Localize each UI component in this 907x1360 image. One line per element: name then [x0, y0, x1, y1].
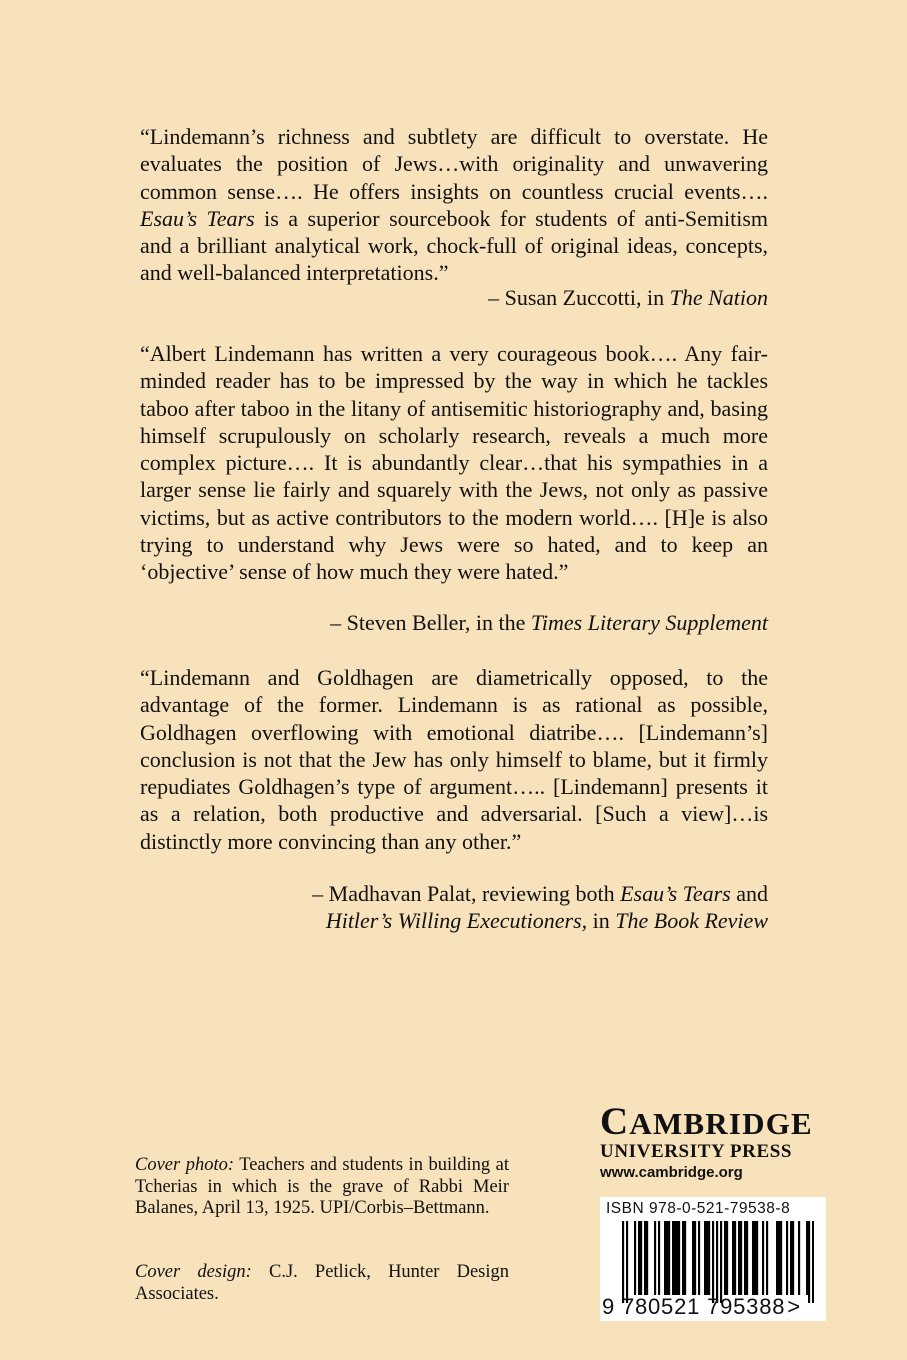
- barcode-bar: [644, 1221, 646, 1295]
- cover-photo-label: Cover photo:: [135, 1155, 235, 1175]
- publisher-name-rest: AMBRIDGE: [629, 1106, 813, 1141]
- review-1-publication: The Nation: [669, 285, 768, 310]
- barcode-bars: [622, 1221, 814, 1303]
- barcode-bar: [754, 1221, 756, 1295]
- barcode-bar: [726, 1221, 728, 1295]
- barcode-bar: [682, 1221, 684, 1295]
- barcode-bar: [724, 1221, 726, 1295]
- barcode-bar: [676, 1221, 678, 1295]
- review-1-quote-post: is a superior sourcebook for students of anti-Semitism and a brilliant analytical work, chock-full of original ideas, concepts, and well-balanced interpretations.”: [140, 205, 768, 286]
- barcode-bar: [746, 1221, 748, 1295]
- review-3-in: in: [587, 908, 616, 933]
- isbn-digits-text: 9 780521 795388: [602, 1294, 786, 1319]
- barcode-bar: [674, 1221, 676, 1295]
- barcode-bar: [646, 1221, 648, 1295]
- barcode-bar: [780, 1221, 782, 1295]
- barcode-bar: [756, 1221, 758, 1295]
- review-1-attribution: [140, 284, 768, 311]
- barcode-bar: [806, 1221, 808, 1295]
- barcode-bar: [678, 1221, 680, 1295]
- barcode-bar: [762, 1221, 764, 1295]
- review-2-reviewer: – Steven Beller, in the: [330, 610, 531, 635]
- barcode-bar: [708, 1221, 710, 1295]
- barcode-bar: [744, 1221, 746, 1295]
- barcode-bar: [732, 1221, 734, 1295]
- barcode-bar: [712, 1221, 714, 1303]
- barcode-bar: [694, 1221, 696, 1295]
- barcode-bar: [668, 1221, 670, 1295]
- cover-design-label: Cover design:: [135, 1262, 252, 1282]
- barcode-bar: [684, 1221, 686, 1295]
- isbn-label: ISBN 978-0-521-79538-8: [606, 1200, 791, 1217]
- review-3-book-title: Esau’s Tears: [620, 881, 731, 906]
- barcode-bar: [808, 1221, 810, 1303]
- barcode-bar: [640, 1221, 642, 1295]
- isbn-digits: [602, 1294, 801, 1320]
- barcode-bar: [634, 1221, 636, 1295]
- barcode-bar: [698, 1221, 700, 1295]
- review-3-attribution-line-2: [140, 907, 768, 934]
- publisher-subtitle: UNIVERSITY PRESS: [600, 1141, 793, 1162]
- review-2-attribution: [140, 609, 768, 636]
- barcode-bar: [716, 1221, 718, 1303]
- barcode-bar: [786, 1221, 788, 1295]
- cover-design-credit: [135, 1262, 509, 1305]
- barcode-bar: [706, 1221, 708, 1295]
- review-2-publication: Times Literary Supplement: [530, 610, 768, 635]
- barcode-bar: [692, 1221, 694, 1295]
- barcode-bar: [734, 1221, 736, 1295]
- cover-design-text: C.J. Petlick, Hunter Design Associates.: [135, 1262, 509, 1304]
- review-1-book-title: Esau’s Tears: [140, 205, 255, 231]
- review-1-quote-pre: “Lindemann’s richness and subtlety are difficult to overstate. He evaluates the position of Jews…with originality and unwavering common sense…. He offers insights on countless crucial events….: [140, 124, 768, 204]
- barcode-bar: [776, 1221, 778, 1295]
- review-1-quote: [140, 123, 768, 287]
- barcode-bar: [704, 1221, 706, 1295]
- review-3-attribution-line-1: [140, 880, 768, 907]
- barcode-bar: [790, 1221, 792, 1295]
- barcode-bar: [654, 1221, 656, 1295]
- publisher-url: www.cambridge.org: [600, 1164, 743, 1181]
- isbn-barcode: [600, 1197, 826, 1321]
- cover-photo-text: Teachers and students in building at Tcherias in which is the grave of Rabbi Meir Balanes, April 13, 1925. UPI/Corbis–Bettmann.: [135, 1155, 509, 1218]
- barcode-bar: [622, 1221, 624, 1303]
- cover-photo-credit: [135, 1155, 509, 1220]
- review-2-quote: “Albert Lindemann has written a very courageous book…. Any fair-minded reader has to be impressed by the way in which he tackles taboo after taboo in the litany of antisemitic historiography and, basing himself scrupulously on scholarly research, reveals a much more complex picture…. It is abundantly clear…that his sympathies in a larger sense lie fairly and squarely with the Jews, not only as passive victims, but as active contributors to the modern world…. [H]e is also trying to understand why Jews were so hated, and to keep an ‘objective’ sense of how much they were hated.”: [140, 341, 768, 585]
- barcode-bar: [626, 1221, 628, 1303]
- barcode-bar: [638, 1221, 640, 1295]
- barcode-bar: [752, 1221, 754, 1295]
- review-3-quote: “Lindemann and Goldhagen are diametrically opposed, to the advantage of the former. Lindemann is as rational as possible, Goldhagen overflowing with emotional diatribe…. [Lindemann’s] conclusion is not that the Jew has only himself to blame, but it firmly repudiates Goldhagen’s type of argument….. [Lindemann] presents it as a relation, both productive and adversarial. [Such a view]…is distinctly more convincing than any other.”: [140, 665, 768, 854]
- publisher-initial: C: [600, 1100, 630, 1143]
- barcode-marker: >: [787, 1294, 801, 1319]
- publisher-logo: [600, 1100, 826, 1183]
- review-3-reviewer: – Madhavan Palat, reviewing both: [312, 881, 621, 906]
- barcode-bar: [664, 1221, 666, 1295]
- barcode-bar: [720, 1221, 722, 1303]
- barcode-bar: [778, 1221, 780, 1295]
- review-3-publication: The Book Review: [615, 908, 768, 933]
- review-3-other-title: Hitler’s Willing Executioners,: [325, 908, 588, 933]
- barcode-bar: [740, 1221, 742, 1295]
- barcode-bar: [792, 1221, 794, 1295]
- review-3-and: and: [730, 881, 768, 906]
- barcode-bar: [812, 1221, 814, 1303]
- review-1-reviewer: – Susan Zuccotti, in: [488, 285, 670, 310]
- barcode-bar: [666, 1221, 668, 1295]
- publisher-name: [600, 1100, 826, 1143]
- barcode-bar: [658, 1221, 660, 1295]
- barcode-bar: [766, 1221, 768, 1295]
- barcode-bar: [798, 1221, 800, 1295]
- barcode-bar: [672, 1221, 674, 1295]
- barcode-bar: [738, 1221, 740, 1295]
